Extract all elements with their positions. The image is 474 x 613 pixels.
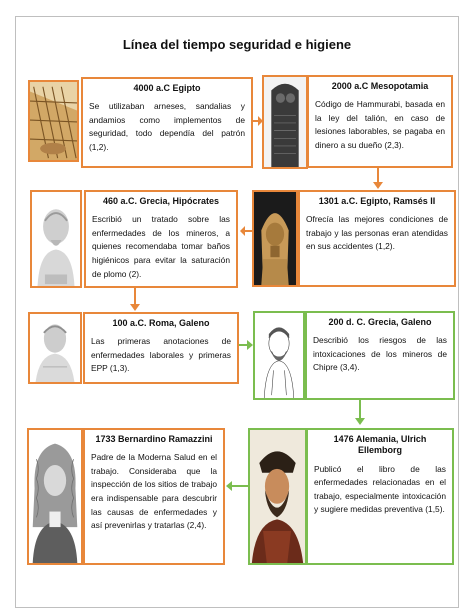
page-title: Línea del tiempo seguridad e higiene bbox=[122, 37, 352, 52]
arrow-left-icon bbox=[226, 481, 248, 491]
event-text: Publicó el libro de las enfermedades relacionadas en el trabajo, especialmente intoxicación y sugiere medidas preventiva (1,5). bbox=[314, 463, 446, 515]
event-card-1733 bbox=[83, 428, 225, 565]
event-text: Se utilizaban arneses, sandalias y andamios como implementos de seguridad, todo dependía del patrón (1,2). bbox=[89, 101, 245, 153]
event-card-2000ac bbox=[307, 75, 453, 168]
hippocrates-bust-image bbox=[30, 190, 82, 288]
event-header: 1476 Alemania, Ulrich Ellemborg bbox=[333, 434, 427, 456]
event-header: 2000 a.C Mesopotamia bbox=[331, 81, 429, 91]
event-header: 460 a.C. Grecia, Hipócrates bbox=[102, 196, 220, 206]
event-card-4000ac bbox=[81, 77, 253, 168]
arrow-right-icon bbox=[239, 340, 253, 350]
arrow-left-icon bbox=[240, 226, 252, 236]
ellenbog-portrait-image bbox=[248, 428, 307, 565]
arrow-down-icon bbox=[129, 288, 141, 312]
ramses-statue-image bbox=[252, 190, 298, 287]
event-header: 1733 Bernardino Ramazzini bbox=[95, 434, 213, 444]
event-text: Código de Hammurabi, basada en la ley del talión, en caso de lesiones laborables, se pagaba en dinero a su dueño (2,3). bbox=[315, 99, 445, 151]
arrow-down-icon bbox=[372, 168, 384, 190]
event-card-1476 bbox=[306, 428, 454, 565]
event-card-200dc bbox=[305, 311, 455, 400]
event-text: Escribió un tratado sobre las enfermedades de los mineros, a quienes recomendaba tomar baños higiénicos para evitar la saturación de plomo (2). bbox=[92, 214, 230, 279]
ramazzini-portrait-image bbox=[27, 428, 83, 565]
arrow-down-icon bbox=[354, 400, 366, 426]
roman-bust-image bbox=[28, 312, 82, 384]
event-header: 4000 a.C Egipto bbox=[133, 83, 201, 93]
galen-portrait-image bbox=[253, 311, 305, 400]
event-header: 200 d. C. Grecia, Galeno bbox=[328, 317, 432, 327]
event-header: 100 a.C. Roma, Galeno bbox=[112, 318, 210, 328]
egypt-scaffold-image bbox=[28, 80, 79, 162]
event-header: 1301 a.C. Egipto, Ramsés II bbox=[318, 196, 436, 206]
event-card-460ac bbox=[84, 190, 238, 288]
event-text: Padre de la Moderna Salud en el trabajo. Consideraba que la inspección de los sitios de trabajo era indispensable para descubrir las causas de enfermedades y así prevenirlas y tratarlas (2,4). bbox=[91, 452, 217, 531]
event-card-100ac bbox=[83, 312, 239, 384]
event-text: Ofrecía las mejores condiciones de trabajo y las personas eran atendidas en sus accidentes (1,2). bbox=[306, 214, 448, 252]
hammurabi-stele-image bbox=[262, 75, 308, 169]
event-text: Describió los riesgos de las intoxicaciones de los mineros de Chipre (3,4). bbox=[313, 335, 447, 373]
event-text: Las primeras anotaciones de enfermedades laborales y primeras EPP (1,3). bbox=[91, 336, 231, 374]
event-card-1301ac bbox=[298, 190, 456, 287]
